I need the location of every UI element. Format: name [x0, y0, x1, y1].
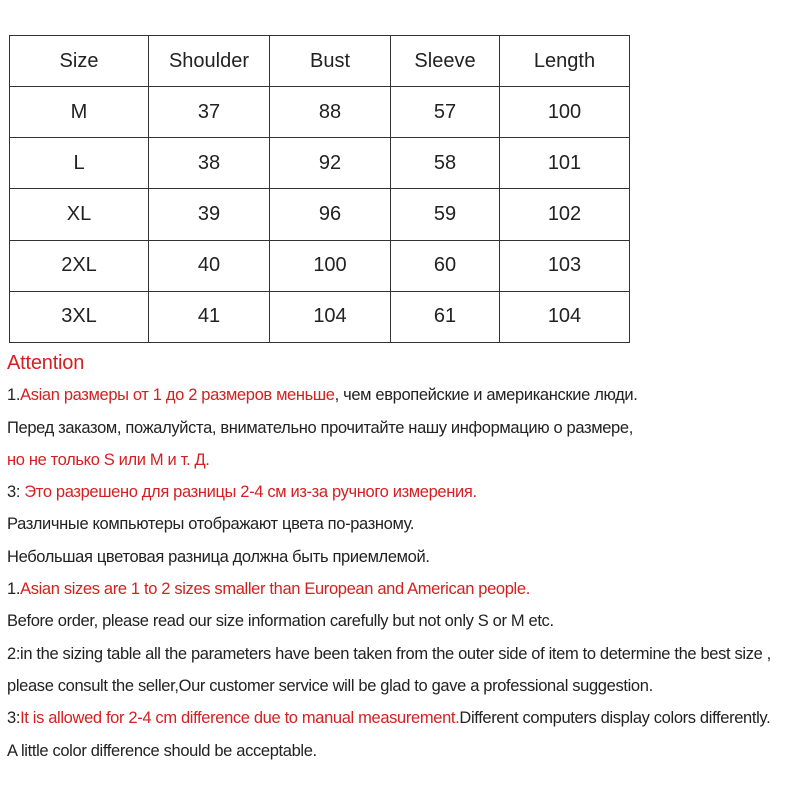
cell-bust: 92	[270, 138, 391, 189]
cell-bust: 96	[270, 189, 391, 240]
note-ru-1-prefix: 1.	[7, 386, 21, 405]
note-ru-4-prefix: 3:	[7, 483, 25, 502]
cell-sleeve: 61	[391, 291, 500, 342]
header-size: Size	[10, 36, 149, 87]
note-ru-1-rest: , чем европейские и американские люди.	[334, 386, 638, 405]
note-en-2: Before order, please read our size information carefully but not only S or M etc.	[7, 612, 554, 631]
cell-size: M	[10, 87, 149, 138]
note-ru-4-highlight: Это разрешено для разницы 2-4 см из-за ручного измерения.	[24, 483, 477, 502]
cell-shoulder: 40	[149, 240, 270, 291]
cell-length: 103	[500, 240, 630, 291]
note-en-4: please consult the seller,Our customer service will be glad to gave a professional suggestion.	[7, 676, 653, 695]
header-sleeve: Sleeve	[391, 36, 500, 87]
note-en-1-prefix: 1.	[7, 580, 21, 599]
note-en-1	[7, 573, 797, 605]
cell-shoulder: 38	[149, 138, 270, 189]
cell-sleeve: 60	[391, 240, 500, 291]
cell-bust: 88	[270, 87, 391, 138]
note-en-5-highlight: It is allowed for 2-4 cm difference due to manual measurement.	[20, 709, 460, 728]
note-en-6: A little color difference should be acceptable.	[7, 741, 317, 760]
table-header-row	[10, 36, 630, 87]
note-ru-5: Различные компьютеры отображают цвета по-разному.	[7, 515, 415, 534]
table-row	[10, 189, 630, 240]
note-ru-1	[7, 379, 797, 411]
note-en-1-highlight: Asian sizes are 1 to 2 sizes smaller than European and American people.	[20, 580, 530, 599]
table-row	[10, 138, 630, 189]
note-en-5-rest: Different computers display colors differently.	[459, 709, 771, 728]
note-en-5-prefix: 3:	[7, 709, 21, 728]
cell-sleeve: 58	[391, 138, 500, 189]
note-ru-1-highlight: Asian размеры от 1 до 2 размеров меньше	[20, 386, 335, 405]
cell-length: 100	[500, 87, 630, 138]
note-en-5	[7, 702, 797, 734]
cell-length: 101	[500, 138, 630, 189]
cell-bust: 100	[270, 240, 391, 291]
cell-sleeve: 59	[391, 189, 500, 240]
cell-bust: 104	[270, 291, 391, 342]
header-bust: Bust	[270, 36, 391, 87]
cell-length: 104	[500, 291, 630, 342]
header-length: Length	[500, 36, 630, 87]
attention-heading: Attention	[7, 352, 85, 374]
note-ru-4	[7, 476, 797, 508]
cell-size: L	[10, 138, 149, 189]
cell-size: 3XL	[10, 291, 149, 342]
cell-size: XL	[10, 189, 149, 240]
cell-length: 102	[500, 189, 630, 240]
cell-size: 2XL	[10, 240, 149, 291]
note-en-3: 2:in the sizing table all the parameters have been taken from the outer side of item to determine the best size ,	[7, 644, 771, 663]
header-shoulder: Shoulder	[149, 36, 270, 87]
cell-sleeve: 57	[391, 87, 500, 138]
note-ru-2: Перед заказом, пожалуйста, внимательно прочитайте нашу информацию о размере,	[7, 418, 633, 437]
size-notes	[7, 347, 797, 767]
note-ru-6: Небольшая цветовая разница должна быть приемлемой.	[7, 547, 430, 566]
cell-shoulder: 39	[149, 189, 270, 240]
cell-shoulder: 41	[149, 291, 270, 342]
table-row	[10, 87, 630, 138]
cell-shoulder: 37	[149, 87, 270, 138]
note-ru-3: но не только S или M и т. Д.	[7, 450, 210, 469]
size-chart-table	[9, 35, 630, 343]
table-row	[10, 291, 630, 342]
table-row	[10, 240, 630, 291]
